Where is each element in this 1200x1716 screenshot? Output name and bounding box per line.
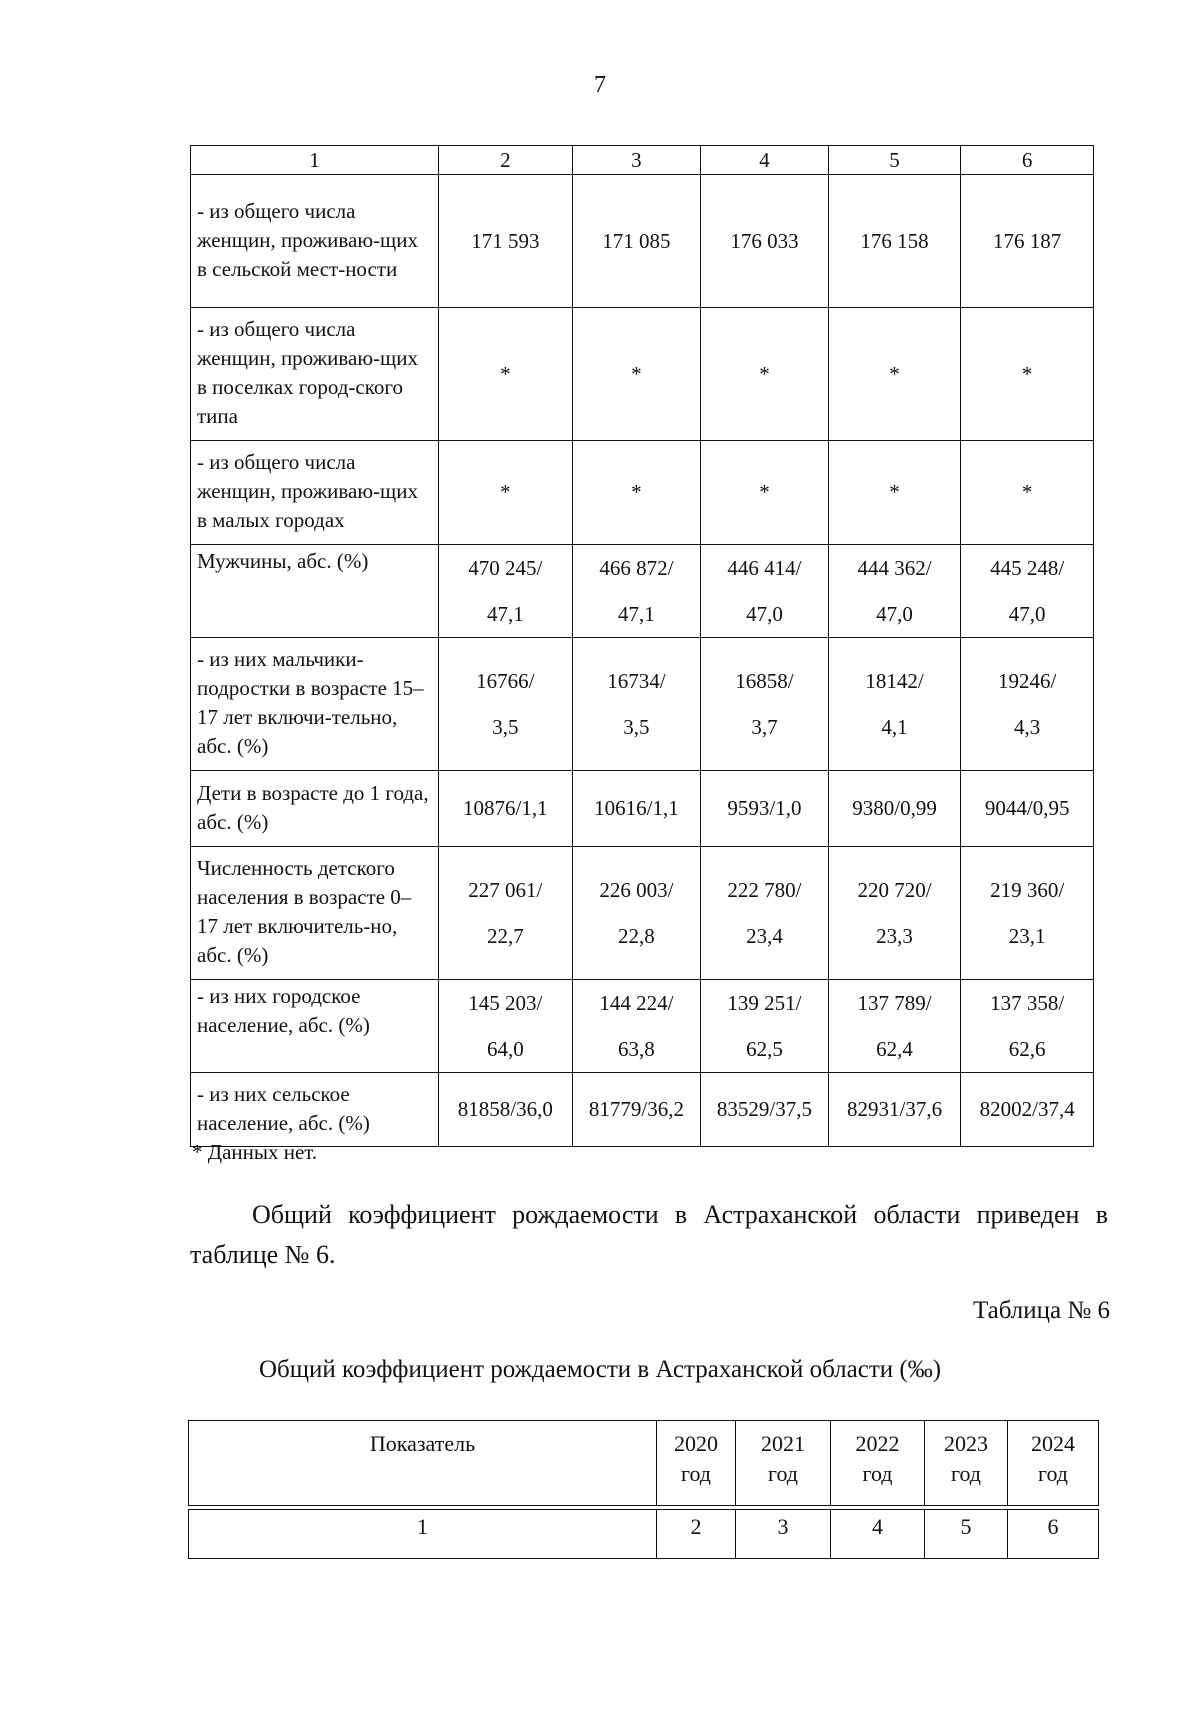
row-label: - из них городское население, абс. (%) <box>191 980 439 1073</box>
table-cell: 222 780/ 23,4 <box>701 847 829 980</box>
column-number: 5 <box>828 146 961 175</box>
table-cell: * <box>701 441 829 545</box>
table-cell: 220 720/ 23,3 <box>828 847 961 980</box>
table-row <box>191 771 1094 847</box>
table-cell: 219 360/ 23,1 <box>961 847 1094 980</box>
table-cell: 444 362/ 47,0 <box>828 545 961 638</box>
table-cell: 176 158 <box>828 175 961 308</box>
table-cell: * <box>828 441 961 545</box>
year-header: 2021 год <box>736 1421 831 1506</box>
row-label: - из общего числа женщин, проживаю-щих в поселках город-ского типа <box>191 308 439 441</box>
year-header: 2020 год <box>657 1421 736 1506</box>
table-cell: * <box>439 441 573 545</box>
row-label: - из общего числа женщин, проживаю-щих в сельской мест-ности <box>191 175 439 308</box>
year-header: 2023 год <box>925 1421 1008 1506</box>
table-cell: * <box>701 308 829 441</box>
body-paragraph: Общий коэффициент рождаемости в Астраханской области приведен в таблице № 6. <box>190 1200 1108 1269</box>
column-header: Показатель <box>189 1421 657 1506</box>
table-cell: * <box>572 308 701 441</box>
table-row <box>191 1073 1094 1147</box>
column-number: 1 <box>189 1510 657 1559</box>
row-label: - из них мальчики-подростки в возрасте 15–17 лет включи-тельно, абс. (%) <box>191 638 439 771</box>
table-cell: 16766/ 3,5 <box>439 638 573 771</box>
table-cell: 445 248/ 47,0 <box>961 545 1094 638</box>
column-number: 3 <box>736 1510 831 1559</box>
table-cell: 16734/ 3,5 <box>572 638 701 771</box>
column-number: 5 <box>925 1510 1008 1559</box>
page-number: 7 <box>594 72 606 98</box>
table-cell: 226 003/ 22,8 <box>572 847 701 980</box>
row-label: Численность детского населения в возрасте 0–17 лет включитель-но, абс. (%) <box>191 847 439 980</box>
table-cell: 176 033 <box>701 175 829 308</box>
table-row <box>191 175 1094 308</box>
table-cell: 9380/0,99 <box>828 771 961 847</box>
column-number: 6 <box>961 146 1094 175</box>
table-cell: 16858/ 3,7 <box>701 638 829 771</box>
column-number: 2 <box>439 146 573 175</box>
table-row <box>191 545 1094 638</box>
table-cell: 139 251/ 62,5 <box>701 980 829 1073</box>
table-cell: 470 245/ 47,1 <box>439 545 573 638</box>
column-number: 4 <box>831 1510 925 1559</box>
table-numbering-row <box>189 1510 1099 1559</box>
row-label: - из них сельское население, абс. (%) <box>191 1073 439 1147</box>
table-cell: 18142/ 4,1 <box>828 638 961 771</box>
column-number: 3 <box>572 146 701 175</box>
table-label: Таблица № 6 <box>972 1297 1110 1324</box>
row-label: Мужчины, абс. (%) <box>191 545 439 638</box>
table-cell: 137 789/ 62,4 <box>828 980 961 1073</box>
table-row <box>191 441 1094 545</box>
table-row <box>191 638 1094 771</box>
table-cell: 466 872/ 47,1 <box>572 545 701 638</box>
population-table <box>190 145 1094 1147</box>
year-header: 2022 год <box>831 1421 925 1506</box>
table-cell: 83529/37,5 <box>701 1073 829 1147</box>
table-cell: 171 593 <box>439 175 573 308</box>
table-cell: 19246/ 4,3 <box>961 638 1094 771</box>
column-number: 6 <box>1008 1510 1099 1559</box>
table-cell: 82931/37,6 <box>828 1073 961 1147</box>
table-cell: 144 224/ 63,8 <box>572 980 701 1073</box>
table-cell: 145 203/ 64,0 <box>439 980 573 1073</box>
table-cell: * <box>439 308 573 441</box>
table-cell: * <box>961 308 1094 441</box>
table-row <box>191 308 1094 441</box>
table-title: Общий коэффициент рождаемости в Астраханской области (‰) <box>258 1356 942 1383</box>
table-cell: 446 414/ 47,0 <box>701 545 829 638</box>
table-cell: 137 358/ 62,6 <box>961 980 1094 1073</box>
table-cell: 176 187 <box>961 175 1094 308</box>
table-header-row <box>189 1421 1099 1506</box>
table-cell: * <box>572 441 701 545</box>
table-cell: 82002/37,4 <box>961 1073 1094 1147</box>
table-cell: 9593/1,0 <box>701 771 829 847</box>
table-cell: 9044/0,95 <box>961 771 1094 847</box>
column-number: 4 <box>701 146 829 175</box>
table-cell: * <box>961 441 1094 545</box>
table-cell: * <box>828 308 961 441</box>
table-cell: 227 061/ 22,7 <box>439 847 573 980</box>
column-number: 2 <box>657 1510 736 1559</box>
row-label: - из общего числа женщин, проживаю-щих в малых городах <box>191 441 439 545</box>
table-cell: 171 085 <box>572 175 701 308</box>
birth-rate-table <box>188 1420 1099 1559</box>
table-header-row <box>191 146 1094 175</box>
year-header: 2024 год <box>1008 1421 1099 1506</box>
table-row <box>191 980 1094 1073</box>
row-label: Дети в возрасте до 1 года, абс. (%) <box>191 771 439 847</box>
table-cell: 10616/1,1 <box>572 771 701 847</box>
table-row <box>191 847 1094 980</box>
table-cell: 10876/1,1 <box>439 771 573 847</box>
table-cell: 81858/36,0 <box>439 1073 573 1147</box>
footnote: * Данных нет. <box>192 1140 318 1164</box>
table-cell: 81779/36,2 <box>572 1073 701 1147</box>
column-number: 1 <box>191 146 439 175</box>
